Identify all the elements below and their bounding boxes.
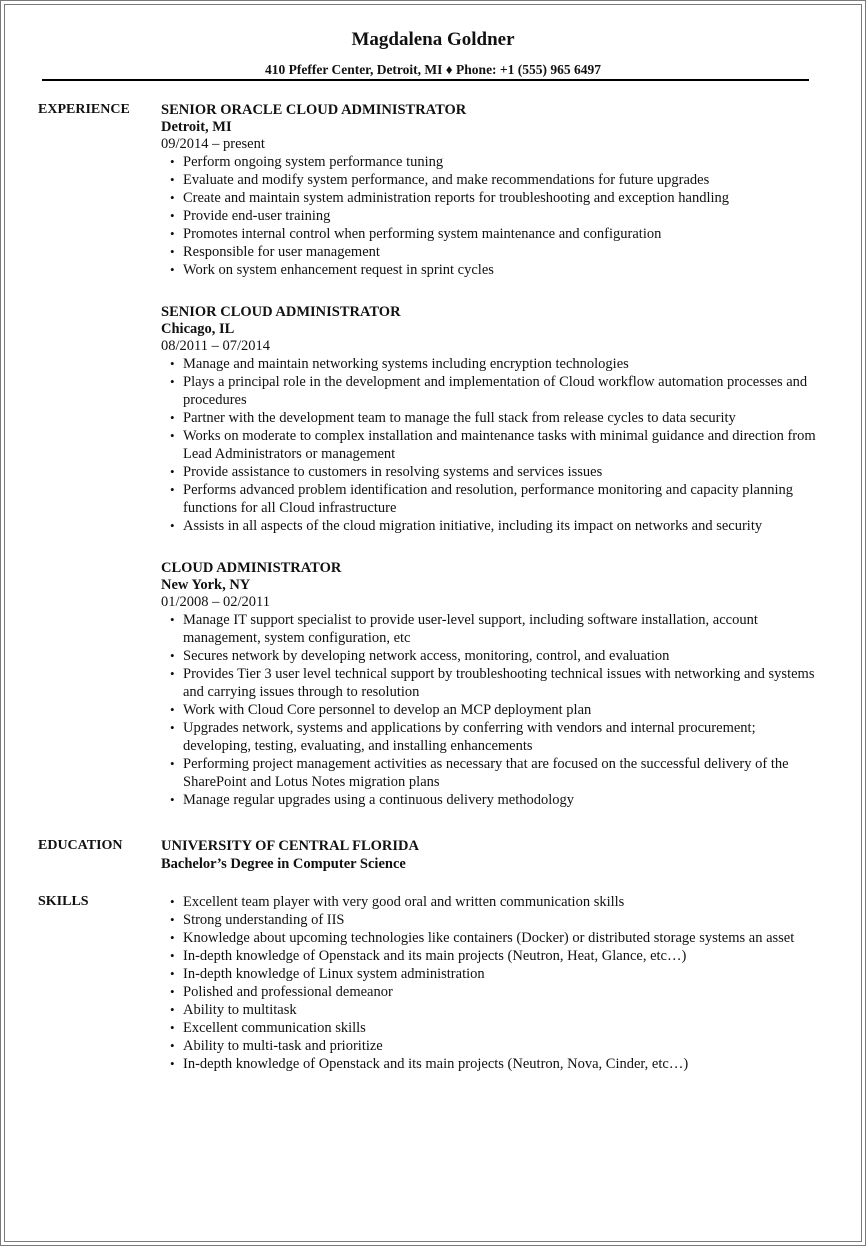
list-item: • In-depth knowledge of Linux system administration xyxy=(161,965,821,983)
experience-body xyxy=(161,101,821,825)
list-item: • Manage IT support specialist to provide user-level support, including software installation, account management, system configuration, etc xyxy=(161,611,821,647)
section-label-skills: SKILLS xyxy=(38,894,89,909)
list-item: • Upgrades network, systems and applications by conferring with vendors and internal procurement; developing, testing, evaluating, and installing enhancements xyxy=(161,719,821,755)
job-location: Detroit, MI xyxy=(161,119,232,135)
contact-line: 410 Pfeffer Center, Detroit, MI ♦ Phone: +1 (555) 965 6497 xyxy=(264,62,601,77)
list-item: • In-depth knowledge of Openstack and its main projects (Neutron, Heat, Glance, etc…) xyxy=(161,947,821,965)
list-item: • Plays a principal role in the development and implementation of Cloud workflow automation processes and procedures xyxy=(161,373,821,409)
job-location: Chicago, IL xyxy=(161,321,235,337)
job-dates: 01/2008 – 02/2011 xyxy=(161,594,271,610)
header-divider xyxy=(42,79,809,81)
education-body xyxy=(161,837,821,873)
skills-body xyxy=(161,893,821,1073)
list-item: • Performing project management activities as necessary that are focused on the successful delivery of the SharePoint and Lotus Notes migration plans xyxy=(161,755,821,791)
job-title: CLOUD ADMINISTRATOR xyxy=(161,560,342,576)
list-item: • Work with Cloud Core personnel to develop an MCP deployment plan xyxy=(161,701,821,719)
degree: Bachelor’s Degree in Computer Science xyxy=(161,856,406,872)
job-title: SENIOR ORACLE CLOUD ADMINISTRATOR xyxy=(161,102,467,118)
list-item: • Manage regular upgrades using a continuous delivery methodology xyxy=(161,791,821,809)
list-item: • Provides Tier 3 user level technical support by troubleshooting technical issues with networking and systems and carrying issues through to resolution xyxy=(161,665,821,701)
list-item: • Partner with the development team to manage the full stack from release cycles to data security xyxy=(161,409,821,427)
list-item: • Polished and professional demeanor xyxy=(161,983,821,1001)
job-bullets xyxy=(161,611,821,809)
job-entry xyxy=(161,101,821,279)
list-item: • In-depth knowledge of Openstack and its main projects (Neutron, Nova, Cinder, etc…) xyxy=(161,1055,821,1073)
list-item: • Create and maintain system administration reports for troubleshooting and exception handling xyxy=(161,189,821,207)
list-item: • Evaluate and modify system performance, and make recommendations for future upgrades xyxy=(161,171,821,189)
job-entry xyxy=(161,303,821,535)
job-dates: 09/2014 – present xyxy=(161,136,265,152)
list-item: • Manage and maintain networking systems including encryption technologies xyxy=(161,355,821,373)
job-entry xyxy=(161,559,821,809)
list-item: • Provide assistance to customers in resolving systems and services issues xyxy=(161,463,821,481)
list-item: • Perform ongoing system performance tuning xyxy=(161,153,821,171)
candidate-name: Magdalena Goldner xyxy=(351,29,515,50)
list-item: • Promotes internal control when performing system maintenance and configuration xyxy=(161,225,821,243)
list-item: • Secures network by developing network access, monitoring, control, and evaluation xyxy=(161,647,821,665)
list-item: • Ability to multi-task and prioritize xyxy=(161,1037,821,1055)
list-item: • Excellent team player with very good oral and written communication skills xyxy=(161,893,821,911)
list-item: • Assists in all aspects of the cloud migration initiative, including its impact on networks and security xyxy=(161,517,821,535)
skills-list xyxy=(161,893,821,1073)
list-item: • Excellent communication skills xyxy=(161,1019,821,1037)
list-item: • Ability to multitask xyxy=(161,1001,821,1019)
list-item: • Provide end-user training xyxy=(161,207,821,225)
job-dates: 08/2011 – 07/2014 xyxy=(161,338,271,354)
job-bullets xyxy=(161,153,821,279)
list-item: • Works on moderate to complex installation and maintenance tasks with minimal guidance and direction from Lead Administrators or management xyxy=(161,427,821,463)
section-label-experience: EXPERIENCE xyxy=(38,102,130,117)
job-location: New York, NY xyxy=(161,577,251,593)
list-item: • Responsible for user management xyxy=(161,243,821,261)
job-bullets xyxy=(161,355,821,535)
school-name: UNIVERSITY OF CENTRAL FLORIDA xyxy=(161,838,419,854)
list-item: • Performs advanced problem identification and resolution, performance monitoring and capacity planning functions for all Cloud infrastructure xyxy=(161,481,821,517)
job-title: SENIOR CLOUD ADMINISTRATOR xyxy=(161,304,401,320)
list-item: • Strong understanding of IIS xyxy=(161,911,821,929)
list-item: • Work on system enhancement request in sprint cycles xyxy=(161,261,821,279)
section-label-education: EDUCATION xyxy=(38,838,123,853)
list-item: • Knowledge about upcoming technologies like containers (Docker) or distributed storage systems an asset xyxy=(161,929,821,947)
